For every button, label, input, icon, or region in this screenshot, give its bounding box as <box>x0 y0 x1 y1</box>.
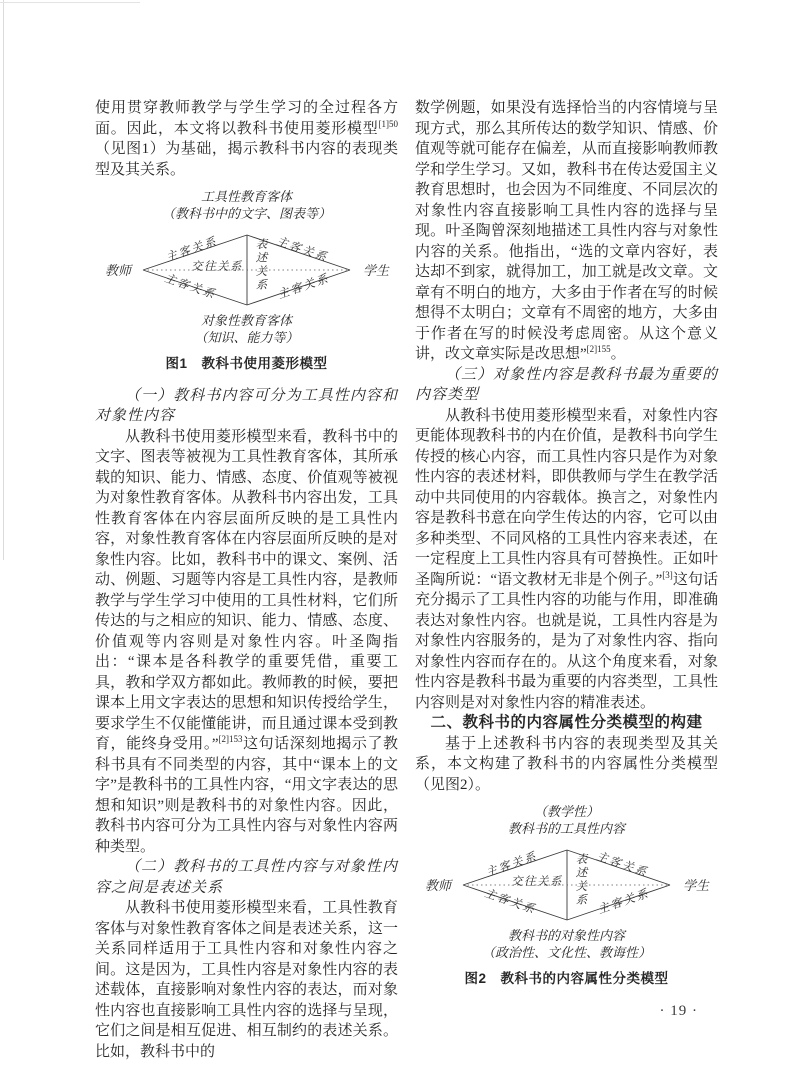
page-number: · 19 · <box>659 1002 698 1019</box>
citation-superscript: [3] <box>662 569 673 580</box>
figure-1-bottom-label-line2: （知识、能力等） <box>194 329 299 345</box>
edge-label-subject-object-tr: 主客关系 <box>594 850 650 880</box>
right-column-text-top <box>415 98 718 713</box>
left-column-text-top <box>95 98 398 180</box>
right-column-text-mid <box>415 734 718 796</box>
figure-2-bottom-label-line1: 教科书的对象性内容 <box>507 928 625 943</box>
edge-label-subject-object-bl: 主客关系 <box>482 887 538 917</box>
communication-relation-label: 交往关系 <box>511 876 563 888</box>
figure-1-diamond-diagram <box>95 225 398 311</box>
citation-superscript: [2]155 <box>586 344 611 354</box>
scan-edge-top <box>0 2 140 3</box>
student-node-label: 学生 <box>682 878 709 893</box>
diamond-lines <box>415 840 718 926</box>
teacher-node-label: 教师 <box>425 878 452 893</box>
figure-2-diamond-diagram <box>415 840 718 926</box>
sub-heading: （二）教科书的工具性内容与对象性内容之间是表述关系 <box>95 859 398 896</box>
expression-relation-label: 表述关系 <box>254 238 267 292</box>
edge-label-subject-object-br: 主客关系 <box>596 887 652 917</box>
figure-2-attribute-model <box>415 804 718 990</box>
body-paragraph: 基于上述教科书内容的表现类型及其关系，本文构建了教科书的内容属性分类模型（见图2）。 <box>415 735 718 793</box>
teacher-node-label: 教师 <box>105 263 132 278</box>
figure-1-top-label-line2: （教科书中的文字、图表等） <box>161 205 331 221</box>
figure-1-bottom-label-line1: 对象性教育客体 <box>200 313 292 328</box>
diamond-lines <box>95 225 398 311</box>
body-paragraph: 从教科书使用菱形模型来看，工具性教育客体与对象性教育客体之间是表述关系，这一关系同样适用于工具性内容和对象性内容之间。这是因为，工具性内容是对象性内容的表述载体，直接影响对象性内容的表达，而对象性内容也直接影响工具性内容的选择与呈现，它们之间是相互促进、相互制约的表述关系。比如，教科书中的 <box>95 900 398 1060</box>
figure-2-caption: 图2 教科书的内容属性分类模型 <box>464 971 669 986</box>
right-column <box>415 98 718 1062</box>
citation-superscript: [1]50 <box>378 118 398 129</box>
scan-edge-left <box>3 0 4 560</box>
figure-2-bottom-label-line2: （政治性、文化性、教诲性） <box>481 944 651 960</box>
body-paragraph: 使用贯穿教师教学与学生学习的全过程各方面。因此，本文将以教科书使用菱形模型$^{[1]50}$（见图1）为基础，揭示教科书内容的表现类型及其关系。 <box>95 100 398 178</box>
figure-1-caption: 图1 教科书使用菱形模型 <box>165 356 328 371</box>
edge-label-subject-object-br: 主客关系 <box>276 272 332 302</box>
edge-label-subject-object-tl: 主客关系 <box>164 235 220 265</box>
student-node-label: 学生 <box>362 263 389 278</box>
edge-label-subject-object-tr: 主客关系 <box>274 235 330 265</box>
figure-1-diamond-model <box>95 189 398 375</box>
communication-relation-label: 交往关系 <box>191 261 243 273</box>
body-paragraph: 从教科书使用菱形模型来看，对象性内容更能体现教科书的内在价值，是教科书向学生传授的核心内容，而工具性内容只是作为对象性内容的表述材料，即供教师与学生在教学活动中共同使用的内容载体。换言之，对象性内容是教科书意在向学生传达的内容，它可以由多种类型、不同风格的工具性内容来表述，在一定程度上工具性内容具有可替换性。正如叶圣陶所说：“语文教材无非是个例子。”[3]这句话充分揭示了工具性内容的功能与作用，即准确表达对象性内容。也就是说，工具性内容是为对象性内容服务的，是为了对象性内容、指向对象性内容而存在的。从这个角度来看，对象性内容是教科书最为重要的内容类型，工具性内容则是对对象性内容的精准表述。 <box>415 407 718 711</box>
edge-label-subject-object-bl: 主客关系 <box>162 272 218 302</box>
figure-2-top-label-line2: 教科书的工具性内容 <box>507 820 625 836</box>
expression-relation-label: 表述关系 <box>574 853 587 907</box>
figure-1-top-label-line1: 工具性教育客体 <box>200 189 292 204</box>
sub-heading: （三）对象性内容是教科书最为重要的内容类型 <box>415 366 718 403</box>
section-heading-2: 二、教科书的内容属性分类模型的构建 <box>430 714 703 731</box>
left-column <box>95 98 398 1062</box>
citation-superscript: [2]153 <box>218 734 243 744</box>
body-paragraph: 数学例题，如果没有选择恰当的内容情境与呈现方式，那么其所传达的数学知识、情感、价值观等就可能存在偏差，从而直接影响教师教学和学生学习。又如，教科书在传达爱国主义教育思想时，也会因为不同维度、不同层次的对象性内容直接影响工具性内容的选择与呈现。叶圣陶曾深刻地描述工具性内容与对象性内容的关系。他指出，“选的文章内容好，表达却不到家，就得加工，加工就是改文章。文章有不明白的地方，大多由于作者在写的时候想得不太明白；文章有不周密的地方，大多由于作者在写的时候没考虑周密。从这个意义讲，改文章实际是改思想”$^{[2]155}$。 <box>415 100 718 362</box>
figure-2-top-label-line1: （教学性） <box>533 804 599 819</box>
sub-heading: （一）教科书内容可分为工具性内容和对象性内容 <box>95 387 398 424</box>
left-column-text-bottom <box>95 386 398 1063</box>
body-paragraph: 从教科书使用菱形模型来看，教科书中的文字、图表等被视为工具性教育客体，其所承载的知识、能力、情感、态度、价值观等被视为对象性教育客体。从教科书内容出发，工具性教育客体在内容层面所反映的是工具性内容，对象性教育客体在内容层面所反映的是对象性内容。比如，教科书中的课文、案例、活动、例题、习题等内容是工具性内容，是教师教学与学生学习中使用的工具性材料，它们所传达的与之相应的知识、能力、情感、态度、价值观等内容则是对象性内容。叶圣陶指出：“课本是各科教学的重要凭借，重要工具，教和学双方都如此。教师教的时候，要把课本上用文字表达的思想和知识传授给学生，要求学生不仅能懂能讲，而且通过课本受到教育，能终身受用。”$^{[2]153}$这句话深刻地揭示了教科书具有不同类型的内容，其中“课本上的文字”是教科书的工具性内容，“用文字表达的思想和知识”则是教科书的对象性内容。因此，教科书内容可分为工具性内容与对象性内容两种类型。 <box>95 428 398 855</box>
edge-label-subject-object-tl: 主客关系 <box>484 850 540 880</box>
